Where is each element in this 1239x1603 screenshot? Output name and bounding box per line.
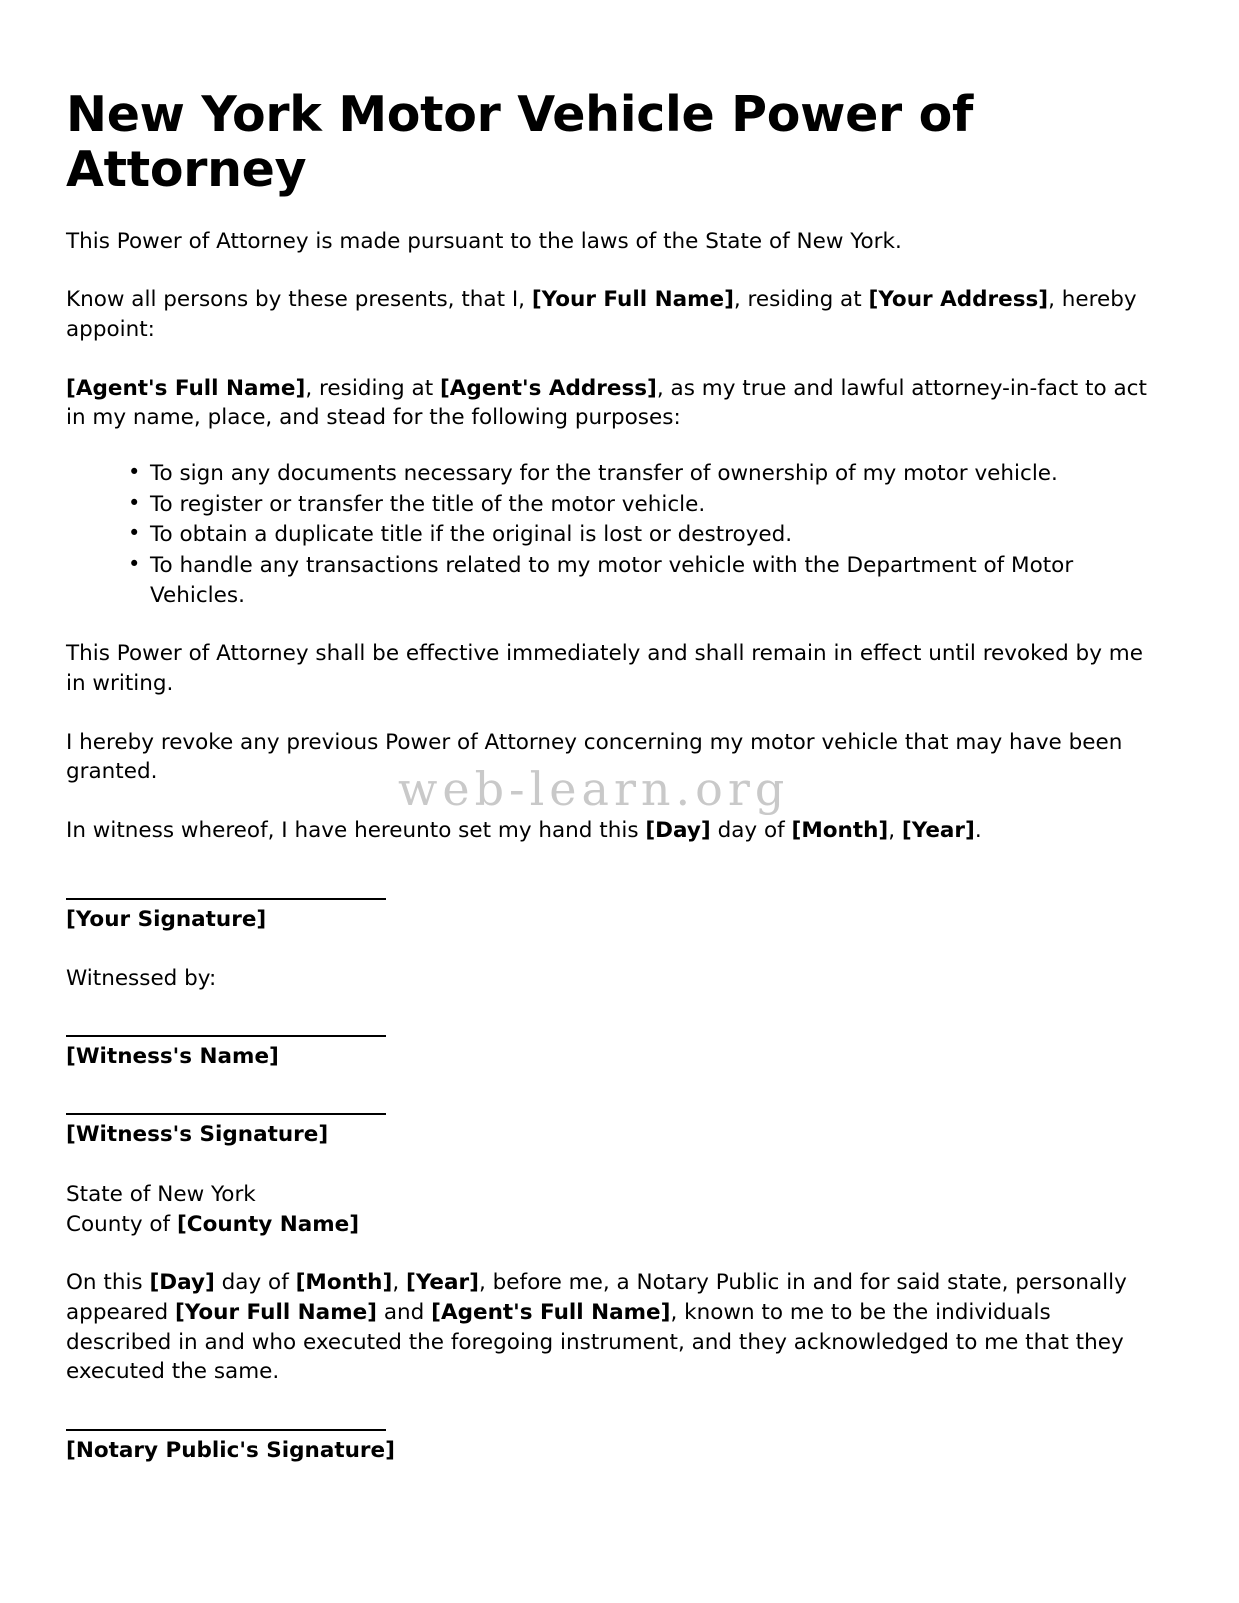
grantor-clause-paragraph	[66, 285, 1155, 344]
witnessed-by-label: Witnessed by:	[66, 965, 217, 991]
notary-mid1: day of	[214, 1270, 296, 1296]
list-item: • To handle any transactions related to my motor vehicle with the Department of Motor Vehicles.	[128, 551, 1155, 610]
your-address-placeholder: [Your Address]	[868, 287, 1049, 313]
witness-signature-block	[66, 1113, 1155, 1149]
notary-mid3: , before me, a Notary Public in and for said state, personally appeared	[66, 1270, 1127, 1326]
agent-full-name-placeholder: [Agent's Full Name]	[66, 375, 306, 401]
notary-tail: , known to me to be the individuals described in and who executed the foregoing instrument, and they acknowledged to me that they executed the same.	[66, 1300, 1124, 1385]
state-line: State of New York	[66, 1182, 256, 1208]
witness-name-block	[66, 1035, 1155, 1071]
notary-year-placeholder: [Year]	[406, 1270, 479, 1296]
notary-mid2: ,	[392, 1270, 406, 1296]
witness-name-label: [Witness's Name]	[66, 1044, 279, 1070]
purposes-list	[66, 459, 1155, 610]
list-item: • To sign any documents necessary for the transfer of ownership of my motor vehicle.	[128, 459, 1155, 489]
notary-clause-paragraph	[66, 1268, 1155, 1387]
witness-whereof-mid1: day of	[710, 817, 792, 843]
witness-whereof-tail: .	[974, 817, 982, 843]
witness-signature-label: [Witness's Signature]	[66, 1122, 329, 1148]
intro-paragraph: This Power of Attorney is made pursuant to the laws of the State of New York.	[66, 228, 902, 254]
agent-clause-mid: , residing at	[305, 375, 440, 401]
grantor-clause-lead: Know all persons by these presents, that I,	[66, 287, 532, 313]
signature-rule	[66, 1113, 386, 1115]
notary-your-full-name-placeholder: [Your Full Name]	[174, 1300, 377, 1326]
revocation-clause-paragraph: I hereby revoke any previous Power of Attorney concerning my motor vehicle that may have been granted.	[66, 729, 1123, 785]
day-placeholder: [Day]	[645, 817, 711, 843]
month-placeholder: [Month]	[791, 817, 889, 843]
notary-signature-label: [Notary Public's Signature]	[66, 1438, 395, 1463]
year-placeholder: [Year]	[901, 817, 975, 843]
your-signature-label: [Your Signature]	[66, 906, 267, 932]
notary-mid4: and	[377, 1300, 432, 1326]
venue-block	[66, 1180, 1155, 1239]
your-signature-block	[66, 898, 1155, 934]
page-title: New York Motor Vehicle Power of Attorney	[66, 86, 974, 198]
agent-clause-paragraph	[66, 374, 1155, 433]
notary-agent-full-name-placeholder: [Agent's Full Name]	[431, 1300, 671, 1326]
grantor-clause-mid: , residing at	[733, 287, 869, 313]
list-item: • To obtain a duplicate title if the original is lost or destroyed.	[128, 520, 1155, 550]
your-full-name-placeholder: [Your Full Name]	[531, 287, 734, 313]
notary-signature-block	[66, 1429, 1155, 1465]
county-name-placeholder: [County Name]	[176, 1211, 360, 1237]
witness-whereof-mid2: ,	[888, 817, 902, 843]
county-line	[66, 1210, 1155, 1240]
notary-lead: On this	[66, 1270, 150, 1296]
document-content	[66, 88, 1155, 1465]
agent-clause-tail: , as my true and lawful attorney-in-fact to act in my name, place, and stead for the following purposes:	[66, 375, 1147, 431]
effective-clause-paragraph: This Power of Attorney shall be effective immediately and shall remain in effect until revoked by me in writing.	[66, 641, 1143, 696]
witness-whereof-lead: In witness whereof, I have hereunto set my hand this	[66, 817, 646, 843]
notary-day-placeholder: [Day]	[149, 1270, 215, 1296]
signature-rule	[66, 1429, 386, 1431]
grantor-clause-tail: , hereby appoint:	[66, 287, 1137, 343]
watermark: web-learn.org	[398, 762, 790, 816]
notary-month-placeholder: [Month]	[295, 1270, 393, 1296]
county-prefix: County of	[66, 1211, 177, 1237]
agent-address-placeholder: [Agent's Address]	[439, 375, 657, 401]
list-item: • To register or transfer the title of the motor vehicle.	[128, 490, 1155, 520]
signature-rule	[66, 898, 386, 900]
witness-whereof-paragraph	[66, 816, 1155, 846]
signature-rule	[66, 1035, 386, 1037]
